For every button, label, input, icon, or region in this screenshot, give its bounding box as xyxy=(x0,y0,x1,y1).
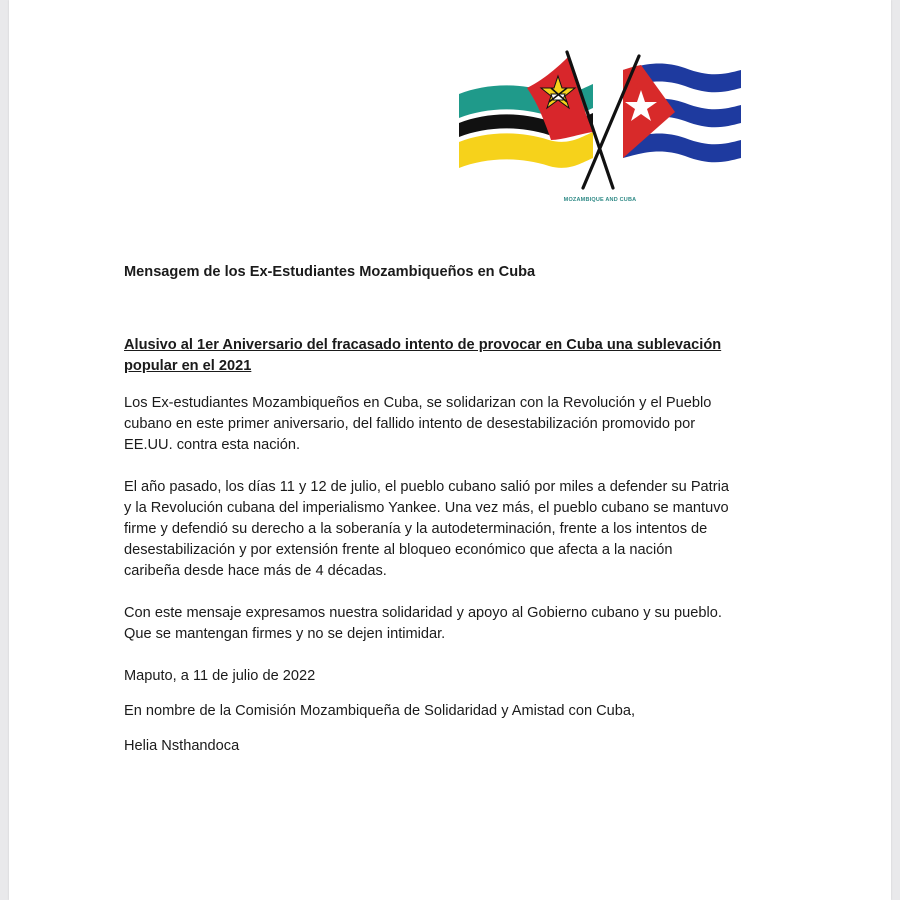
paragraph-1 xyxy=(124,393,804,456)
subtitle-line: popular en el 2021 xyxy=(124,358,252,374)
logo-caption: MOZAMBIQUE AND CUBA xyxy=(563,197,637,203)
paragraph-line: Los Ex-estudiantes Mozambiqueños en Cuba, se solidarizan con la Revolución y el Pueblo xyxy=(124,395,712,411)
paragraph-line: Con este mensaje expresamos nuestra solidaridad y apoyo al Gobierno cubano y su pueblo. xyxy=(124,605,722,621)
crossed-flags-logo xyxy=(455,48,747,210)
paragraph-line: y la Revolución cubana del imperialismo Yankee. Una vez más, el pueblo cubano se mantuvo xyxy=(124,500,729,516)
paragraph-line: desestabilización y por extensión frente al bloqueo económico que afecta a la nación xyxy=(124,542,673,558)
on-behalf-line: En nombre de la Comisión Mozambiqueña de Solidaridad y Amistad con Cuba, xyxy=(124,703,636,719)
paragraph-line: El año pasado, los días 11 y 12 de julio, el pueblo cubano salió por miles a defender su Patria xyxy=(124,479,729,495)
signatory-name: Helia Nsthandoca xyxy=(124,738,240,754)
paragraph-line: cubano en este primer aniversario, del fallido intento de desestabilización promovido por xyxy=(124,416,696,432)
document-page xyxy=(9,0,891,900)
paragraph-line: EE.UU. contra esta nación. xyxy=(124,437,301,453)
paragraph-line: Que se mantengan firmes y no se dejen intimidar. xyxy=(124,626,446,642)
place-date: Maputo, a 11 de julio de 2022 xyxy=(124,668,316,684)
cuba-flag-icon xyxy=(623,64,741,163)
paragraph-line: firme y defendió su derecho a la soberanía y la autodeterminación, frente a los intentos de xyxy=(124,521,708,537)
letter-subtitle xyxy=(124,335,764,377)
subtitle-line: Alusivo al 1er Aniversario del fracasado intento de provocar en Cuba una sublevación xyxy=(124,337,722,353)
paragraph-3 xyxy=(124,603,804,645)
paragraph-2 xyxy=(124,477,804,582)
letter-title: Mensagem de los Ex-Estudiantes Mozambiqueños en Cuba xyxy=(124,264,536,280)
paragraph-line: caribeña desde hace más de 4 décadas. xyxy=(124,563,387,579)
